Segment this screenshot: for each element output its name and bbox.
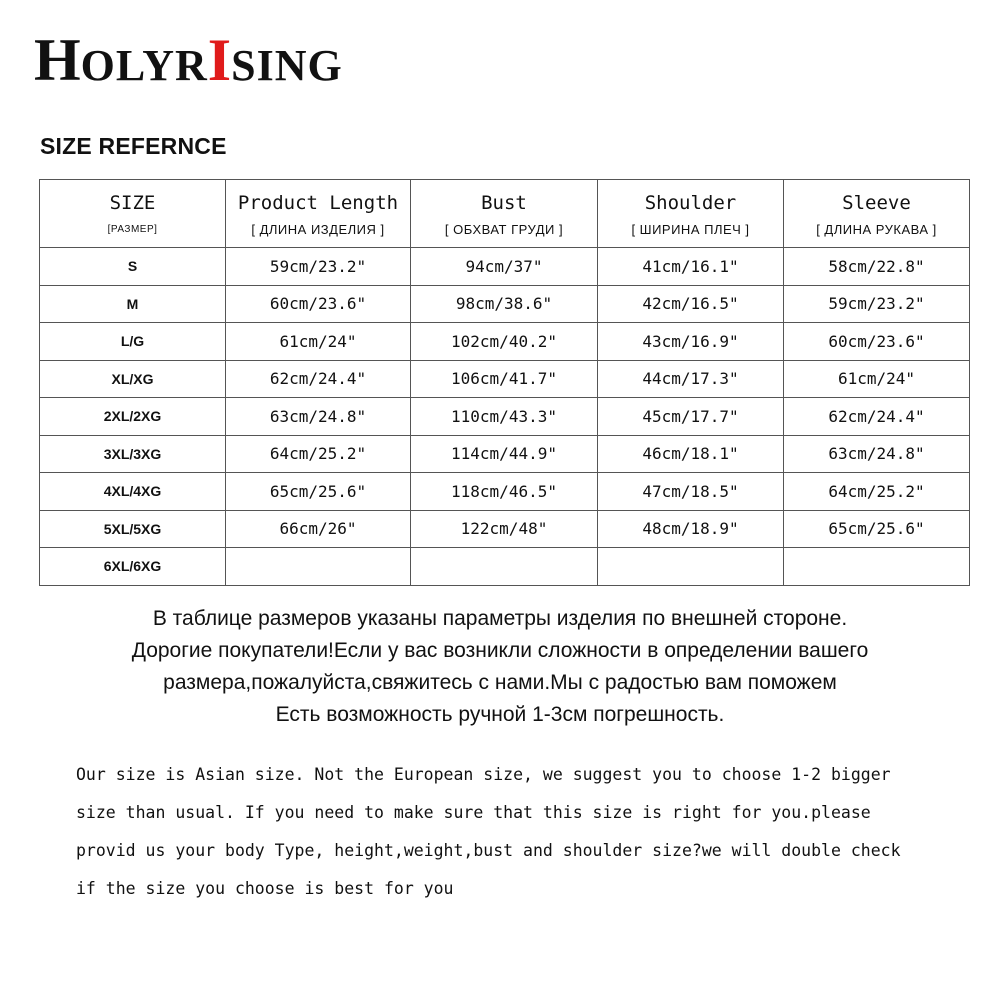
length-cell: 64cm/25.2" <box>226 435 411 473</box>
english-note-line: provid us your body Type, height,weight,bust and shoulder size?we will double check <box>76 841 901 860</box>
table-row <box>40 398 970 436</box>
header-bust <box>411 180 598 248</box>
header-sleeve-label: Sleeve <box>842 191 911 214</box>
length-cell: 62cm/24.4" <box>226 360 411 398</box>
table-header-row <box>40 180 970 248</box>
size-cell: 4XL/4XG <box>40 473 226 511</box>
header-shoulder-sub: [ ШИРИНА ПЛЕЧ ] <box>631 221 750 237</box>
shoulder-cell: 47cm/18.5" <box>598 473 784 511</box>
length-cell <box>226 548 411 586</box>
length-cell: 63cm/24.8" <box>226 398 411 436</box>
shoulder-cell: 46cm/18.1" <box>598 435 784 473</box>
header-length-label: Product Length <box>237 191 399 214</box>
size-cell: 2XL/2XG <box>40 398 226 436</box>
russian-note-line: Есть возможность ручной 1-3см погрешность. <box>275 703 725 726</box>
header-bust-sub: [ ОБХВАТ ГРУДИ ] <box>444 221 564 237</box>
table-row <box>40 285 970 323</box>
sleeve-cell: 62cm/24.4" <box>784 398 970 436</box>
bust-cell <box>411 548 598 586</box>
english-note-line: size than usual. If you need to make sure that this size is right for you.please <box>76 803 871 822</box>
bust-cell: 106cm/41.7" <box>411 360 598 398</box>
header-sleeve-sub: [ ДЛИНА РУКАВА ] <box>816 221 937 237</box>
brand-logo <box>34 27 343 93</box>
table-row <box>40 510 970 548</box>
sleeve-cell: 59cm/23.2" <box>784 285 970 323</box>
length-cell: 66cm/26" <box>226 510 411 548</box>
logo-letters-sing: SING <box>231 41 343 90</box>
header-size <box>40 180 226 248</box>
size-table <box>39 179 970 586</box>
sleeve-cell: 58cm/22.8" <box>784 248 970 286</box>
russian-note-line: размера,пожалуйста,свяжитесь с нами.Мы с радостью вам поможем <box>163 671 837 694</box>
bust-cell: 110cm/43.3" <box>411 398 598 436</box>
english-note-line: Our size is Asian size. Not the European size, we suggest you to choose 1-2 bigger <box>76 765 891 784</box>
header-shoulder <box>598 180 784 248</box>
header-bust-label: Bust <box>481 191 527 214</box>
logo-letter-h: H <box>34 27 81 93</box>
shoulder-cell: 45cm/17.7" <box>598 398 784 436</box>
header-size-sub: [РАЗМЕР] <box>107 223 158 235</box>
size-cell: 5XL/5XG <box>40 510 226 548</box>
sleeve-cell: 61cm/24" <box>784 360 970 398</box>
shoulder-cell: 42cm/16.5" <box>598 285 784 323</box>
size-cell: M <box>40 285 226 323</box>
size-cell: S <box>40 248 226 286</box>
english-note-line: if the size you choose is best for you <box>76 879 454 898</box>
russian-note-line: Дорогие покупатели!Если у вас возникли сложности в определении вашего <box>131 639 869 662</box>
shoulder-cell: 43cm/16.9" <box>598 323 784 361</box>
bust-cell: 118cm/46.5" <box>411 473 598 511</box>
length-cell: 61cm/24" <box>226 323 411 361</box>
size-cell: XL/XG <box>40 360 226 398</box>
header-size-label: SIZE <box>109 191 156 214</box>
russian-notes <box>0 603 1000 731</box>
bust-cell: 122cm/48" <box>411 510 598 548</box>
table-row <box>40 323 970 361</box>
bust-cell: 98cm/38.6" <box>411 285 598 323</box>
header-sleeve <box>784 180 970 248</box>
shoulder-cell: 44cm/17.3" <box>598 360 784 398</box>
sleeve-cell <box>784 548 970 586</box>
length-cell: 59cm/23.2" <box>226 248 411 286</box>
header-length <box>226 180 411 248</box>
table-row <box>40 548 970 586</box>
bust-cell: 102cm/40.2" <box>411 323 598 361</box>
section-title: SIZE REFERNCE <box>40 133 227 159</box>
size-cell: 6XL/6XG <box>40 548 226 586</box>
english-notes <box>76 756 986 908</box>
length-cell: 60cm/23.6" <box>226 285 411 323</box>
shoulder-cell: 41cm/16.1" <box>598 248 784 286</box>
sleeve-cell: 60cm/23.6" <box>784 323 970 361</box>
header-length-sub: [ ДЛИНА ИЗДЕЛИЯ ] <box>251 221 385 237</box>
table-row <box>40 435 970 473</box>
length-cell: 65cm/25.6" <box>226 473 411 511</box>
size-cell: L/G <box>40 323 226 361</box>
table-row <box>40 248 970 286</box>
logo-letters-olyr: OLYR <box>80 41 208 90</box>
russian-note-line: В таблице размеров указаны параметры изделия по внешней стороне. <box>152 607 848 630</box>
bust-cell: 94cm/37" <box>411 248 598 286</box>
sleeve-cell: 65cm/25.6" <box>784 510 970 548</box>
header-shoulder-label: Shoulder <box>644 191 737 214</box>
size-cell: 3XL/3XG <box>40 435 226 473</box>
shoulder-cell: 48cm/18.9" <box>598 510 784 548</box>
table-row <box>40 360 970 398</box>
sleeve-cell: 63cm/24.8" <box>784 435 970 473</box>
bust-cell: 114cm/44.9" <box>411 435 598 473</box>
logo-letter-i: I <box>207 27 232 93</box>
sleeve-cell: 64cm/25.2" <box>784 473 970 511</box>
table-row <box>40 473 970 511</box>
shoulder-cell <box>598 548 784 586</box>
